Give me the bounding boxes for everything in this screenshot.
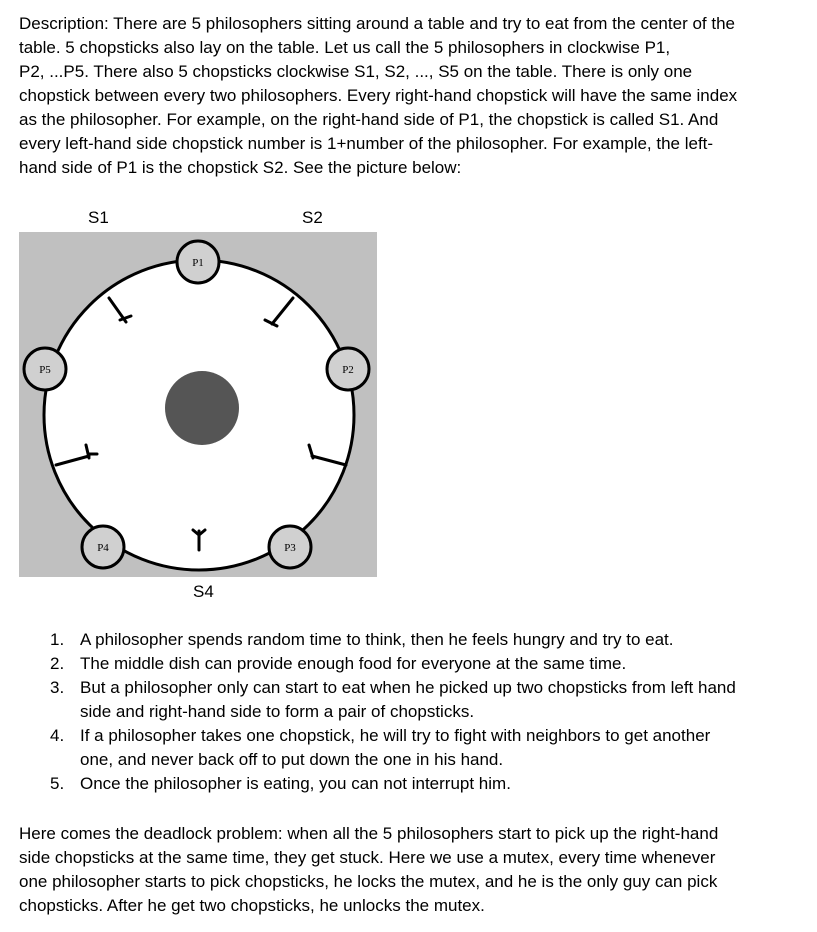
philosopher-label: P1 [192,257,204,269]
philosopher-p1 [177,241,219,283]
description-line: as the philosopher. For example, on the right-hand side of P1, the chopstick is called S1. And [19,110,719,129]
dining-philosophers-diagram [19,232,377,577]
list-number: 4. [50,726,65,745]
list-item [50,772,511,796]
list-text: But a philosopher only can start to eat when he picked up two chopsticks from left hand [80,678,736,697]
label-s1: S1 [88,208,109,227]
list-item [50,628,673,652]
deadlock-line: side chopsticks at the same time, they get stuck. Here we use a mutex, every time whenever [19,848,716,867]
list-text: The middle dish can provide enough food for everyone at the same time. [80,654,627,673]
list-text-continuation: side and right-hand side to form a pair of chopsticks. [80,702,475,721]
deadlock-line: Here comes the deadlock problem: when all the 5 philosophers start to pick up the right-hand [19,824,719,843]
label-s4: S4 [193,582,214,601]
list-item [50,652,626,676]
philosopher-p3 [269,526,311,568]
list-number: 1. [50,630,65,649]
description-line: table. 5 chopsticks also lay on the table. Let us call the 5 philosophers in clockwise P1, [19,38,671,57]
list-number: 5. [50,774,65,793]
label-s2: S2 [302,208,323,227]
list-text-continuation: one, and never back off to put down the one in his hand. [80,750,504,769]
philosopher-label: P3 [284,542,296,554]
list-text: If a philosopher takes one chopstick, he will try to fight with neighbors to get another [80,726,711,745]
philosopher-p2 [327,348,369,390]
center-dish [165,371,239,445]
deadlock-line: chopsticks. After he get two chopsticks, he unlocks the mutex. [19,896,485,915]
philosopher-label: P5 [39,364,51,376]
list-number: 2. [50,654,65,673]
description-line: every left-hand side chopstick number is 1+number of the philosopher. For example, the left- [19,134,714,153]
deadlock-line: one philosopher starts to pick chopsticks, he locks the mutex, and he is the only guy can pick [19,872,718,891]
philosopher-label: P2 [342,364,354,376]
list-number: 3. [50,678,65,697]
philosopher-label: P4 [97,542,109,554]
description-line: chopstick between every two philosophers. Every right-hand chopstick will have the same index [19,86,738,105]
description-line: Description: There are 5 philosophers sitting around a table and try to eat from the center of the [19,14,735,33]
list-item [50,724,710,748]
list-item [50,676,736,700]
description-line: hand side of P1 is the chopstick S2. See the picture below: [19,158,462,177]
list-text: Once the philosopher is eating, you can not interrupt him. [80,774,511,793]
philosopher-p5 [24,348,66,390]
description-line: P2, ...P5. There also 5 chopsticks clockwise S1, S2, ..., S5 on the table. There is only one [19,62,693,81]
list-text: A philosopher spends random time to think, then he feels hungry and try to eat. [80,630,674,649]
philosopher-p4 [82,526,124,568]
